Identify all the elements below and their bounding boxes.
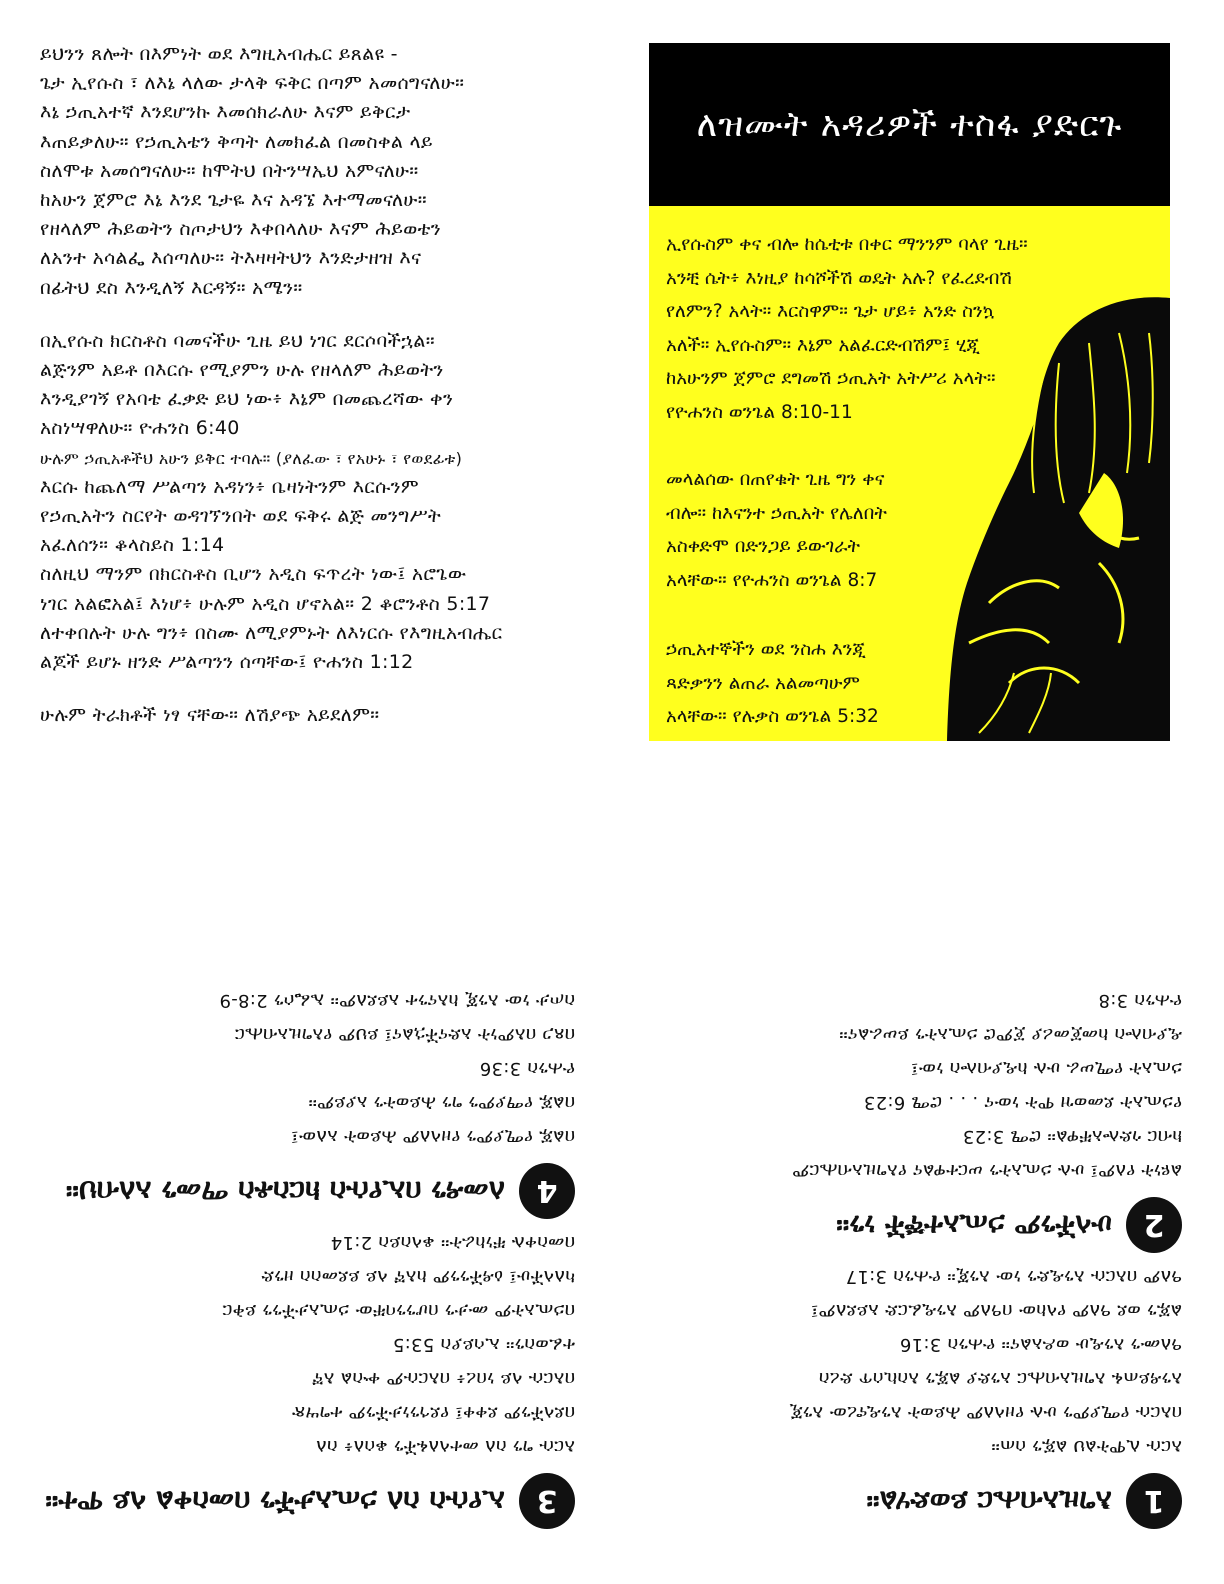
step-title: እግዚአብሔር ይወድሃል። [866,1485,1112,1518]
step-title: ሁላችንም ኃጢአተኞች ነን። [836,1209,1112,1242]
prayer-line: እጠይቃለሁ። የኃጢአቴን ቅጣት ለመክፈል በመስቀል ላይ [40,130,433,153]
step-number-badge: 1 [1126,1473,1182,1529]
step-line: ክብር ጎድሎአቸዋል። ሮሜ 3:23 [962,1126,1182,1147]
verse-line: እርሱ ከጨለማ ሥልጣን አዳነን፥ ቤዛነትንም እርሱንም [40,475,419,498]
poster-line: አላቸው። የዮሐንስ ወንጌል 8:7 [666,569,878,591]
panel-steps-3-4 [40,815,575,1535]
step-number-badge: 2 [1126,1197,1182,1253]
forgiveness-note: ሁሉም ኃጢአቶችህ አሁን ይቅር ተባሉ። (ያለፈው ፣ የአሁኑ ፣ የወደፊቱ) [40,448,463,468]
poster-line: አስቀድሞ በድንጋይ ይውገራት [666,536,860,557]
poster-line: መላልሰው በጠየቁት ጊዜ ግን ቀና [666,469,885,490]
poster-line: አላቸው። የሉቃስ ወንጌል 5:32 [666,706,879,727]
closing-note: ሁሉም ትራክቶች ነፃ ናቸው። ለሽያጭ አይደለም። [40,704,380,727]
step-line: እርሱ ሊሞትልህ ልጁን ሰጠ። [991,1436,1182,1457]
poster-line: የዮሐንስ ወንጌል 8:10-11 [666,401,853,423]
step-title: ለመዳን በኢየሱስ ክርስቶስ ማመን አለብህ። [65,1175,505,1208]
panel-steps-1-2 [650,815,1182,1535]
prayer-line: እኔ ኃጢአተኛ እንደሆንኩ እመሰክራለሁ እናም ይቅርታ [40,101,411,124]
verse-line: አፈለሰን። ቆላስይስ 1:14 [40,534,225,557]
step-line: ስጦታ ነው እንጂ ከእናንተ አይደለም። ኤፌሶን 2:8-9 [219,990,575,1011]
step-line: የኃጢአት ደመወዝ ሞት ነውና . . . ሮሜ 6:23 [863,1092,1182,1113]
step-line: በጸጋ በእምነት አድናችኋልና፤ ይህም የእግዚአብሔር [234,1024,575,1045]
prayer-line: ለአንተ አሳልፌ እሰጣለሁ። ትእዛዛትህን እንድታዘዝ እና [40,247,422,270]
poster-title: ለዝሙት አዳሪዎች ተስፋ ያድርጉ [696,104,1123,145]
poster-line: አንቺ ሴት፥ እነዚያ ከሳሾችሽ ወዴት አሉ? የፈረደብሽ [666,267,1012,289]
step-line: ተፈወስን። ኢሳይያስ 53:5 [392,1334,575,1355]
step-line: ዲያብሎስ ከመጀመሪያ ጀምሮ ኃጢአትን ይሠራልና። [838,1024,1182,1045]
poster-line: ኃጢአተኞችን ወደ ንስሐ እንጂ [666,639,866,660]
prayer-line: የዘላለም ሕይወትን ስጦታህን እቀበላለሁ እናም ሕይወቴን [40,218,441,241]
step-line: በልጁ የሚያምን የዘላለም ሕይወት አለው፤ [290,1126,575,1147]
step-line: ልጁን ወደ ዓለም የላከው በዓለም እንዲፈርድ አይደለም፤ [810,1300,1182,1321]
step-line: ኃጢአት የሚሠራ ሁሉ ከዲያብሎስ ነው፤ [910,1058,1182,1079]
poster-line: ከአሁንም ጀምሮ ደግመሽ ኃጢአት አትሥሪ አላት። [666,368,996,389]
verse-line: ነገር አልፎአል፤ እነሆ፥ ሁሉም አዲስ ሆኖአል። 2 ቆሮንቶስ 5:17 [40,592,491,615]
prayer-line: ይህንን ጸሎት በእምነት ወደ እግዚአብሔር ይጸልዩ - [40,43,398,65]
poster [649,43,1170,741]
step-heading [40,1163,575,1219]
step-heading [40,1473,575,1529]
step-line: ልዩነት የለም፤ ሁሉ ኃጢአትን ሠርተዋልና የእግዚአብሔርም [791,1160,1182,1181]
poster-line: ብሎ። ከእናንተ ኃጢአት የሌለበት [666,502,887,524]
prayer-line: በፊትህ ደስ እንዲለኝ እርዳኝ። አሜን። [40,276,303,299]
poster-paragraph-1 [666,228,1028,429]
prayer-column [40,40,600,730]
step-line: እርሱ ግን ስለ መተላለፋችን ቆሰለ፥ ስለ [315,1436,575,1457]
step-line: በደላችንም ደቀቀ፤ የደኅንነታችንም ተግሣጽ [291,1402,575,1423]
verse-line: በኢየሱስ ክርስቶስ ባመናችሁ ጊዜ ይህ ነገር ደርሶባችኋል። [40,329,435,352]
step-line: ካለላችሁ፤ ዕዳችንንም ከእኛ ላይ ይደመስስ ዘንድ [261,1266,575,1287]
step-line: ዮሐንስ 3:36 [479,1058,575,1079]
poster-paragraph-3 [666,633,879,734]
poster-line: አለች። ኢየሱስም። እኔም አልፈርድብሽም፤ ሂጂ [666,334,981,356]
prayer-line: ስለሞቱ አመሰግናለሁ። ከሞትህ በትንሣኤህ አምናለሁ። [40,159,419,182]
step-heading [650,1197,1182,1253]
verse-line: እንዲያገኝ የአባቴ ፈቃድ ይህ ነው፥ እኔም በመጨረሻው ቀን [40,388,454,411]
step-line: ዓለሙን እንዲሁ ወዶአልና። ዮሐንስ 3:16 [899,1334,1182,1355]
verse-line: ስለዚህ ማንም በክርስቶስ ቢሆን አዲስ ፍጥረት ነው፤ አሮጌው [40,563,467,586]
step-line: በእርሱ የሚያምን ሁሉ የዘላለም ሕይወት እንዲኖረው እንጂ [789,1402,1182,1423]
step-line: በኃጢአትም ሙታን በሆንንባቸው ኃጢአታችንን ይቅር [222,1300,575,1321]
step-heading [650,1473,1182,1529]
verse-line: ለተቀበሉት ሁሉ ግን፥ በስሙ ለሚያምኑት ለእነርሱ የእግዚአብሔር [40,621,503,644]
poster-paragraph-2 [666,463,887,597]
poster-line: ኢየሱስም ቀና ብሎ ከሴቲቱ በቀር ማንንም ባላየ ጊዜ። [666,234,1028,255]
step-line: ዓለም በእርሱ እንዲድን ነው እንጂ። ዮሐንስ 3:17 [845,1266,1182,1287]
step-line: ዮሐንስ 3:8 [1098,990,1182,1011]
prayer-line: ከአሁን ጀምሮ እኔ እንደ ጌታዬ እና አዳኜ እተማመናለሁ። [40,189,427,212]
poster-line: ጻድቃንን ልጠራ አልመጣሁም [666,672,860,694]
step-line: በመስቀሉ ቸነከራት። ቆላስይስ 2:14 [330,1232,575,1253]
verse-line: የኃጢአትን ስርየት ወዳገኘንበት ወደ ፍቅሩ ልጅ መንግሥት [40,505,442,528]
prayer-line: ጌታ ኢየሱስ ፣ ለእኔ ላለው ታላቅ ፍቅር በጣም አመሰግናለሁ። [40,72,465,95]
poster-line: የለምን? አላት። እርስዋም። ጌታ ሆይ፥ አንድ ስንኳ [666,301,995,322]
step-line: እንዳይጠፋ እግዚአብሔር አንድያ ልጁን እስኪሰጥ ድረስ [818,1368,1182,1389]
verse-line: አስነሣዋለሁ። ዮሐንስ 6:40 [40,417,240,440]
step-number-badge: 3 [519,1473,575,1529]
step-number-badge: 4 [519,1163,575,1219]
step-line: በልጁ የማያምን ግን ሕይወትን አያይም። [308,1092,575,1113]
verse-line: ልጅንም አይቶ በእርሱ የሚያምን ሁሉ የዘላለም ሕይወትን [40,359,444,382]
verse-line: ልጆች ይሆኑ ዘንድ ሥልጣንን ሰጣቸው፤ ዮሐንስ 1:12 [40,651,414,674]
step-title: ኢየሱስ ስለ ኃጢአታችን በመስቀል ላይ ሞተ። [45,1485,505,1518]
step-line: በእርሱ ላይ ነበረ፥ በእርሱም ቍስል እኛ [311,1368,575,1389]
